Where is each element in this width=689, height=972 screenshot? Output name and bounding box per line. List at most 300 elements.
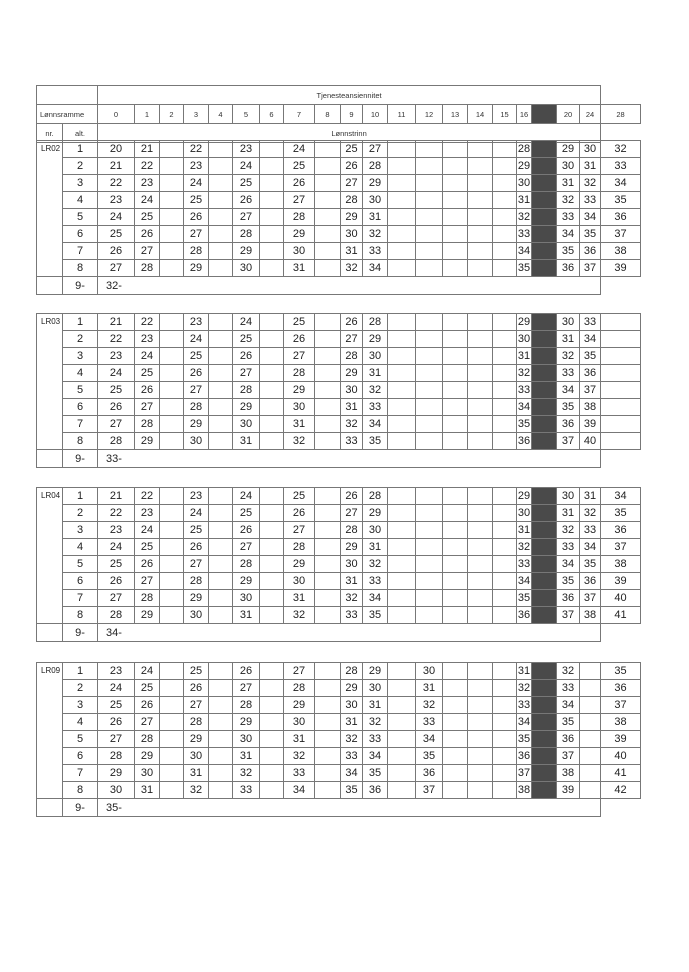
step-cell: 33 [284, 765, 315, 782]
step-cell [260, 748, 284, 765]
step-cell: 32 [184, 782, 209, 799]
step-cell [160, 731, 184, 748]
step-cell: 28 [184, 399, 209, 416]
step-cell: 29 [341, 539, 363, 556]
step-cell: 36 [580, 243, 601, 260]
step-cell: 34 [284, 782, 315, 799]
frame-number: LR09 [37, 663, 63, 799]
step-cell [468, 505, 493, 522]
step-cell: 36 [557, 590, 580, 607]
step-cell: 28 [341, 522, 363, 539]
step-cell: 34 [363, 416, 388, 433]
step-cell [315, 573, 341, 590]
step-cell [532, 731, 557, 748]
step-cell [160, 505, 184, 522]
step-cell [388, 416, 416, 433]
step-cell: 31 [517, 348, 532, 365]
step-cell: 29 [284, 697, 315, 714]
step-cell: 21 [98, 158, 135, 175]
step-cell: 37 [416, 782, 443, 799]
step-cell: 22 [184, 141, 209, 158]
step-cell [493, 522, 517, 539]
step-cell: 37 [601, 226, 641, 243]
alt-cell: 7 [63, 243, 98, 260]
column-header: 12 [416, 105, 443, 124]
step-cell [443, 697, 468, 714]
step-cell [388, 556, 416, 573]
column-header: 24 [580, 105, 601, 124]
step-cell [388, 505, 416, 522]
step-cell [493, 488, 517, 505]
step-cell: 33 [341, 607, 363, 624]
step-cell [532, 141, 557, 158]
alt-cell: 2 [63, 331, 98, 348]
step-cell [443, 382, 468, 399]
step-cell [260, 382, 284, 399]
step-cell [468, 590, 493, 607]
alt-cell: 4 [63, 192, 98, 209]
step-cell [160, 175, 184, 192]
step-cell: 29 [135, 433, 160, 450]
step-cell: 32 [517, 209, 532, 226]
table-row [37, 731, 641, 748]
alt-cell: 3 [63, 522, 98, 539]
step-cell: 29 [233, 243, 260, 260]
step-cell [601, 314, 641, 331]
step-cell: 30 [284, 399, 315, 416]
step-cell [160, 331, 184, 348]
step-cell [260, 522, 284, 539]
step-cell: 35 [363, 607, 388, 624]
step-cell: 27 [98, 416, 135, 433]
alt-cell: 6 [63, 226, 98, 243]
step-cell: 32 [284, 433, 315, 450]
step-cell [315, 680, 341, 697]
step-cell: 34 [363, 748, 388, 765]
table-row [37, 488, 641, 505]
step-cell [532, 663, 557, 680]
step-cell: 31 [341, 243, 363, 260]
step-cell [315, 226, 341, 243]
step-cell: 38 [601, 243, 641, 260]
step-cell [416, 331, 443, 348]
step-cell: 30 [517, 505, 532, 522]
step-cell: 24 [284, 141, 315, 158]
table-row [37, 260, 641, 277]
alt-cell: 2 [63, 158, 98, 175]
step-cell: 23 [98, 348, 135, 365]
step-cell [209, 488, 233, 505]
step-cell [388, 331, 416, 348]
step-cell: 26 [135, 556, 160, 573]
step-cell: 36 [517, 433, 532, 450]
salary-frame-block [36, 487, 641, 642]
step-cell [468, 522, 493, 539]
step-cell [468, 539, 493, 556]
step-cell [209, 226, 233, 243]
step-cell [443, 590, 468, 607]
step-cell: 24 [233, 488, 260, 505]
table-row [37, 505, 641, 522]
step-cell: 38 [601, 556, 641, 573]
step-cell: 22 [135, 314, 160, 331]
step-cell [209, 260, 233, 277]
step-cell: 32 [363, 226, 388, 243]
step-cell [532, 522, 557, 539]
step-cell: 30 [517, 175, 532, 192]
step-cell: 28 [233, 556, 260, 573]
step-cell: 25 [284, 314, 315, 331]
step-cell: 34 [601, 488, 641, 505]
table-row [37, 590, 641, 607]
step-cell [260, 573, 284, 590]
step-cell: 27 [284, 348, 315, 365]
table-row [37, 209, 641, 226]
step-cell: 29 [363, 505, 388, 522]
column-header: 4 [209, 105, 233, 124]
step-cell: 30 [284, 573, 315, 590]
step-cell: 28 [184, 714, 209, 731]
step-cell [416, 192, 443, 209]
step-cell [532, 556, 557, 573]
step-cell: 27 [341, 175, 363, 192]
step-cell: 28 [284, 209, 315, 226]
column-header: 20 [557, 105, 580, 124]
step-cell [532, 365, 557, 382]
step-cell [160, 714, 184, 731]
step-cell [388, 348, 416, 365]
step-cell: 23 [184, 488, 209, 505]
alt-cell: 1 [63, 314, 98, 331]
alt-cell: 6 [63, 573, 98, 590]
step-cell: 21 [135, 141, 160, 158]
step-cell: 35 [557, 243, 580, 260]
step-cell [315, 175, 341, 192]
step-cell: 23 [98, 522, 135, 539]
step-cell: 39 [601, 731, 641, 748]
footer-frame-cell [37, 799, 63, 817]
step-cell: 30 [416, 663, 443, 680]
step-cell [160, 158, 184, 175]
step-cell [260, 782, 284, 799]
step-cell: 29 [284, 382, 315, 399]
step-cell: 36 [601, 680, 641, 697]
step-cell: 37 [517, 765, 532, 782]
step-cell: 27 [233, 680, 260, 697]
step-cell [209, 314, 233, 331]
table-row [37, 433, 641, 450]
step-cell: 30 [233, 731, 260, 748]
step-cell [443, 399, 468, 416]
step-cell [388, 590, 416, 607]
step-cell [209, 680, 233, 697]
step-cell: 25 [98, 226, 135, 243]
step-cell [416, 488, 443, 505]
step-cell: 32 [580, 505, 601, 522]
table-row [37, 226, 641, 243]
step-cell: 23 [184, 314, 209, 331]
step-cell [416, 433, 443, 450]
step-cell [468, 416, 493, 433]
step-cell: 35 [517, 260, 532, 277]
step-cell: 28 [135, 416, 160, 433]
step-cell [532, 260, 557, 277]
step-cell: 34 [580, 331, 601, 348]
step-cell [468, 141, 493, 158]
step-cell [416, 522, 443, 539]
step-cell [209, 416, 233, 433]
step-cell: 39 [557, 782, 580, 799]
step-cell: 22 [135, 488, 160, 505]
step-cell [260, 505, 284, 522]
step-cell [468, 488, 493, 505]
column-header [532, 105, 557, 124]
step-cell [532, 539, 557, 556]
step-cell: 42 [601, 782, 641, 799]
column-header: 28 [601, 105, 641, 124]
step-cell [315, 243, 341, 260]
step-cell: 33 [601, 158, 641, 175]
step-cell [443, 505, 468, 522]
step-cell [443, 331, 468, 348]
step-cell: 29 [233, 573, 260, 590]
step-cell: 25 [233, 175, 260, 192]
step-cell: 31 [363, 365, 388, 382]
step-cell [468, 365, 493, 382]
step-cell [493, 243, 517, 260]
step-cell: 25 [135, 539, 160, 556]
step-cell: 27 [284, 663, 315, 680]
step-cell [532, 748, 557, 765]
table-row [37, 765, 641, 782]
step-cell [209, 433, 233, 450]
step-cell: 32 [341, 416, 363, 433]
step-cell: 27 [233, 209, 260, 226]
step-cell: 37 [557, 433, 580, 450]
step-cell [532, 382, 557, 399]
step-cell: 28 [135, 731, 160, 748]
step-cell [416, 556, 443, 573]
step-cell: 32 [517, 680, 532, 697]
step-cell: 26 [341, 488, 363, 505]
step-cell: 36 [416, 765, 443, 782]
step-cell: 25 [233, 331, 260, 348]
step-cell [260, 714, 284, 731]
step-cell [443, 416, 468, 433]
step-cell [160, 243, 184, 260]
table-row [37, 714, 641, 731]
step-cell [209, 348, 233, 365]
step-cell: 32 [416, 697, 443, 714]
step-cell: 28 [98, 433, 135, 450]
step-cell: 27 [363, 141, 388, 158]
step-cell: 27 [184, 556, 209, 573]
step-cell [260, 765, 284, 782]
step-cell: 32 [557, 192, 580, 209]
step-cell: 27 [233, 539, 260, 556]
step-cell [209, 382, 233, 399]
step-cell: 34 [517, 573, 532, 590]
step-cell [160, 782, 184, 799]
step-cell: 22 [98, 505, 135, 522]
step-cell [468, 714, 493, 731]
column-header: 6 [260, 105, 284, 124]
step-cell [443, 731, 468, 748]
step-cell: 30 [363, 348, 388, 365]
step-cell [416, 260, 443, 277]
alt-cell: 8 [63, 433, 98, 450]
step-cell [443, 539, 468, 556]
step-cell [260, 680, 284, 697]
step-cell: 27 [98, 260, 135, 277]
step-cell: 30 [363, 680, 388, 697]
step-cell [416, 158, 443, 175]
step-cell: 34 [580, 209, 601, 226]
step-cell [260, 226, 284, 243]
step-cell: 31 [557, 331, 580, 348]
step-cell [388, 731, 416, 748]
step-cell [160, 348, 184, 365]
step-cell [468, 663, 493, 680]
step-cell [601, 331, 641, 348]
step-cell [468, 782, 493, 799]
step-cell: 28 [341, 663, 363, 680]
footer-alt-cell: 9- [63, 624, 98, 642]
step-cell: 32 [517, 539, 532, 556]
step-cell [260, 365, 284, 382]
step-cell [532, 714, 557, 731]
step-cell: 28 [363, 488, 388, 505]
step-cell [160, 697, 184, 714]
step-cell [468, 331, 493, 348]
step-cell [260, 488, 284, 505]
step-cell [416, 382, 443, 399]
step-cell [260, 192, 284, 209]
step-cell: 24 [135, 663, 160, 680]
step-cell [160, 765, 184, 782]
step-cell: 23 [98, 192, 135, 209]
alt-cell: 4 [63, 365, 98, 382]
column-header: 5 [233, 105, 260, 124]
step-cell: 38 [517, 782, 532, 799]
step-cell [260, 433, 284, 450]
step-cell [315, 260, 341, 277]
step-cell: 33 [363, 399, 388, 416]
step-cell: 24 [98, 209, 135, 226]
column-header: 13 [443, 105, 468, 124]
step-cell [209, 539, 233, 556]
table-row [37, 399, 641, 416]
alt-cell: 4 [63, 714, 98, 731]
step-cell [601, 433, 641, 450]
step-cell: 35 [557, 573, 580, 590]
step-cell [416, 539, 443, 556]
frame-number: LR04 [37, 488, 63, 624]
table-row [37, 348, 641, 365]
table-row [37, 680, 641, 697]
step-cell [160, 365, 184, 382]
step-cell [388, 607, 416, 624]
step-cell: 33 [557, 209, 580, 226]
step-cell: 36 [557, 260, 580, 277]
step-cell: 31 [580, 488, 601, 505]
step-cell: 29 [363, 175, 388, 192]
step-cell [532, 175, 557, 192]
step-cell [468, 192, 493, 209]
step-cell [580, 731, 601, 748]
step-cell [532, 573, 557, 590]
step-cell: 36 [601, 209, 641, 226]
step-cell [160, 260, 184, 277]
step-cell [260, 175, 284, 192]
step-cell: 32 [363, 382, 388, 399]
step-cell: 33 [341, 433, 363, 450]
step-cell [260, 209, 284, 226]
step-cell: 40 [580, 433, 601, 450]
step-cell: 30 [557, 314, 580, 331]
step-cell [443, 765, 468, 782]
step-cell [160, 663, 184, 680]
step-cell: 33 [557, 365, 580, 382]
step-cell: 24 [135, 192, 160, 209]
step-cell: 29 [517, 488, 532, 505]
step-cell [388, 539, 416, 556]
step-cell: 31 [416, 680, 443, 697]
step-cell: 33 [517, 382, 532, 399]
step-cell: 31 [517, 522, 532, 539]
step-cell [493, 175, 517, 192]
step-cell: 27 [284, 522, 315, 539]
step-cell: 36 [557, 416, 580, 433]
step-cell: 24 [184, 331, 209, 348]
step-cell: 33 [517, 556, 532, 573]
step-cell: 35 [580, 348, 601, 365]
step-cell [601, 399, 641, 416]
step-cell: 28 [233, 697, 260, 714]
step-cell [209, 590, 233, 607]
step-cell: 36 [557, 731, 580, 748]
step-cell: 31 [233, 607, 260, 624]
step-cell [532, 226, 557, 243]
step-cell: 31 [580, 158, 601, 175]
step-cell: 29 [341, 209, 363, 226]
step-cell: 28 [284, 365, 315, 382]
step-cell [532, 243, 557, 260]
step-cell [260, 399, 284, 416]
step-cell: 32 [557, 663, 580, 680]
step-cell [388, 365, 416, 382]
step-cell: 30 [135, 765, 160, 782]
step-cell: 21 [98, 488, 135, 505]
step-cell: 34 [517, 399, 532, 416]
step-cell: 30 [557, 158, 580, 175]
step-cell: 24 [233, 314, 260, 331]
step-cell: 34 [580, 539, 601, 556]
step-cell: 37 [557, 607, 580, 624]
step-cell [493, 573, 517, 590]
step-cell: 26 [98, 714, 135, 731]
step-cell [315, 663, 341, 680]
step-cell: 27 [284, 192, 315, 209]
step-cell: 26 [284, 331, 315, 348]
step-cell: 30 [363, 192, 388, 209]
footer-frame-cell [37, 277, 63, 295]
step-cell [532, 192, 557, 209]
step-cell [315, 192, 341, 209]
table-row [37, 663, 641, 680]
step-cell: 40 [601, 590, 641, 607]
step-cell: 26 [184, 539, 209, 556]
